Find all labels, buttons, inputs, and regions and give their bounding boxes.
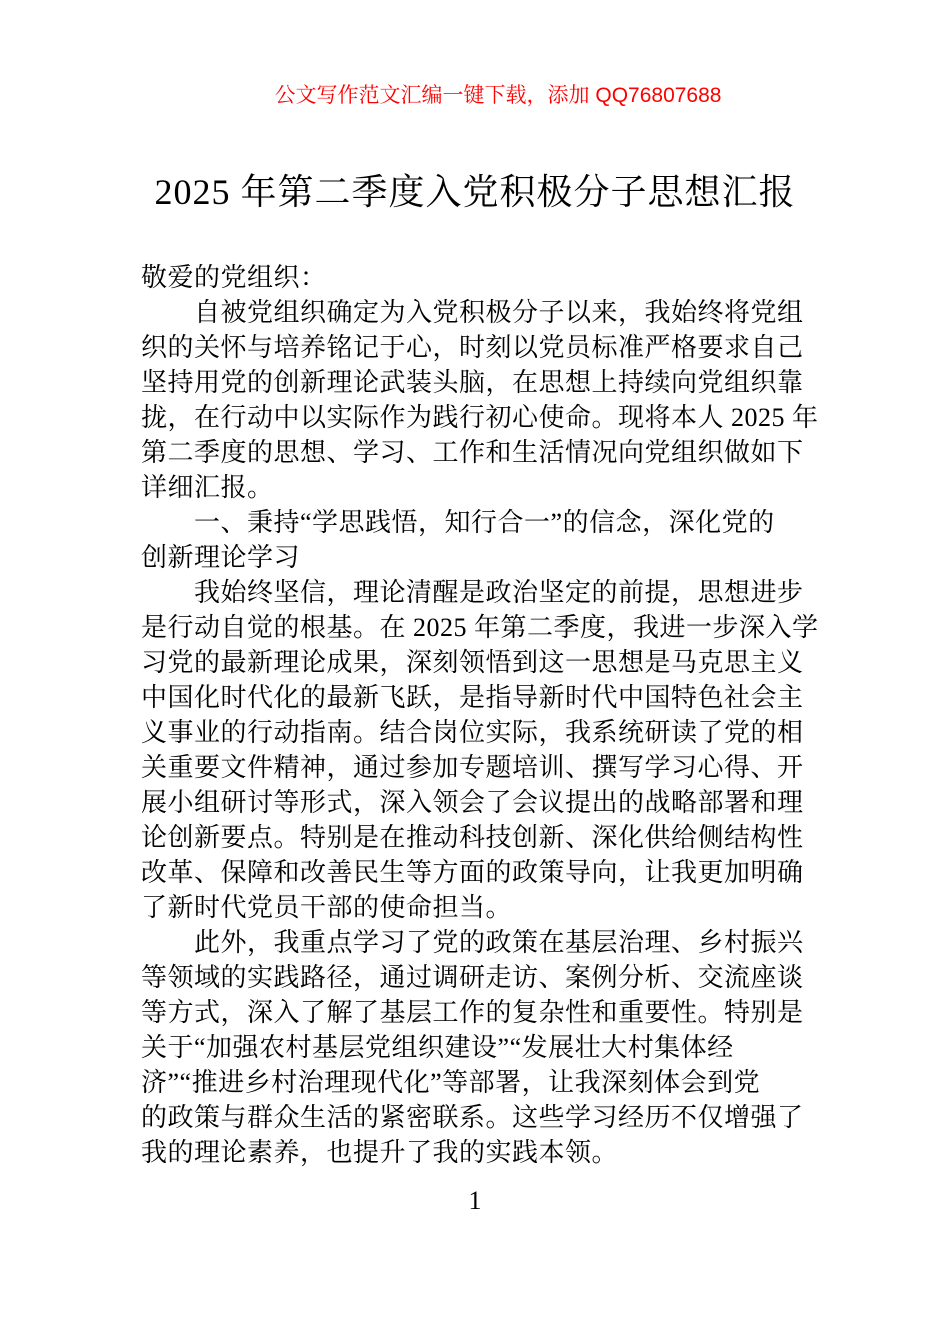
body-line: 详细汇报。: [141, 473, 274, 502]
body-line: 关重要文件精神，通过参加专题培训、撰写学习心得、开: [141, 753, 804, 782]
body-line: 的政策与群众生活的紧密联系。这些学习经历不仅增强了: [141, 1103, 804, 1132]
body-line: 织的关怀与培养铭记于心，时刻以党员标准严格要求自己: [141, 333, 804, 362]
section-heading-line: 创新理论学习: [141, 543, 301, 572]
body-line: 习党的最新理论成果，深刻领悟到这一思想是马克思主义: [141, 648, 804, 677]
body-line: 是行动自觉的根基。在 2025 年第二季度，我进一步深入学: [141, 613, 819, 642]
body-line: 改革、保障和改善民生等方面的政策导向，让我更加明确: [141, 858, 804, 887]
body-line: 第二季度的思想、学习、工作和生活情况向党组织做如下: [141, 438, 804, 467]
body-line: 我的理论素养，也提升了我的实践本领。: [141, 1138, 619, 1167]
body-line: 拢，在行动中以实际作为践行初心使命。现将本人 2025 年: [141, 403, 819, 432]
body-line: 我始终坚信，理论清醒是政治坚定的前提，思想进步: [194, 578, 804, 607]
body-line: 济”“推进乡村治理现代化”等部署，让我深刻体会到党: [141, 1068, 761, 1097]
body-line: 论创新要点。特别是在推动科技创新、深化供给侧结构性: [141, 823, 804, 852]
body-line: 义事业的行动指南。结合岗位实际，我系统研读了党的相: [141, 718, 804, 747]
body-line: 等领域的实践路径，通过调研走访、案例分析、交流座谈: [141, 963, 804, 992]
section-heading-line: 一、秉持“学思践悟，知行合一”的信念，深化党的: [194, 508, 775, 537]
body-line: 展小组研讨等形式，深入领会了会议提出的战略部署和理: [141, 788, 804, 817]
body-line: 此外，我重点学习了党的政策在基层治理、乡村振兴: [194, 928, 804, 957]
body-line: 等方式，深入了解了基层工作的复杂性和重要性。特别是: [141, 998, 804, 1027]
document-title: 2025 年第二季度入党积极分子思想汇报: [154, 172, 796, 212]
body-line: 自被党组织确定为入党积极分子以来，我始终将党组: [194, 298, 804, 327]
document-body: [141, 260, 821, 1170]
body-line: 坚持用党的创新理论武装头脑，在思想上持续向党组织靠: [141, 368, 804, 397]
body-line: 了新时代党员干部的使命担当。: [141, 893, 513, 922]
page-number: 1: [468, 1186, 482, 1215]
body-line: 关于“加强农村基层党组织建设”“发展壮大村集体经: [141, 1033, 734, 1062]
body-line: 中国化时代化的最新飞跃，是指导新时代中国特色社会主: [141, 683, 804, 712]
salutation-line: 敬爱的党组织：: [141, 263, 327, 292]
header-notice: 公文写作范文汇编一键下载，添加 QQ76807688: [274, 84, 722, 107]
